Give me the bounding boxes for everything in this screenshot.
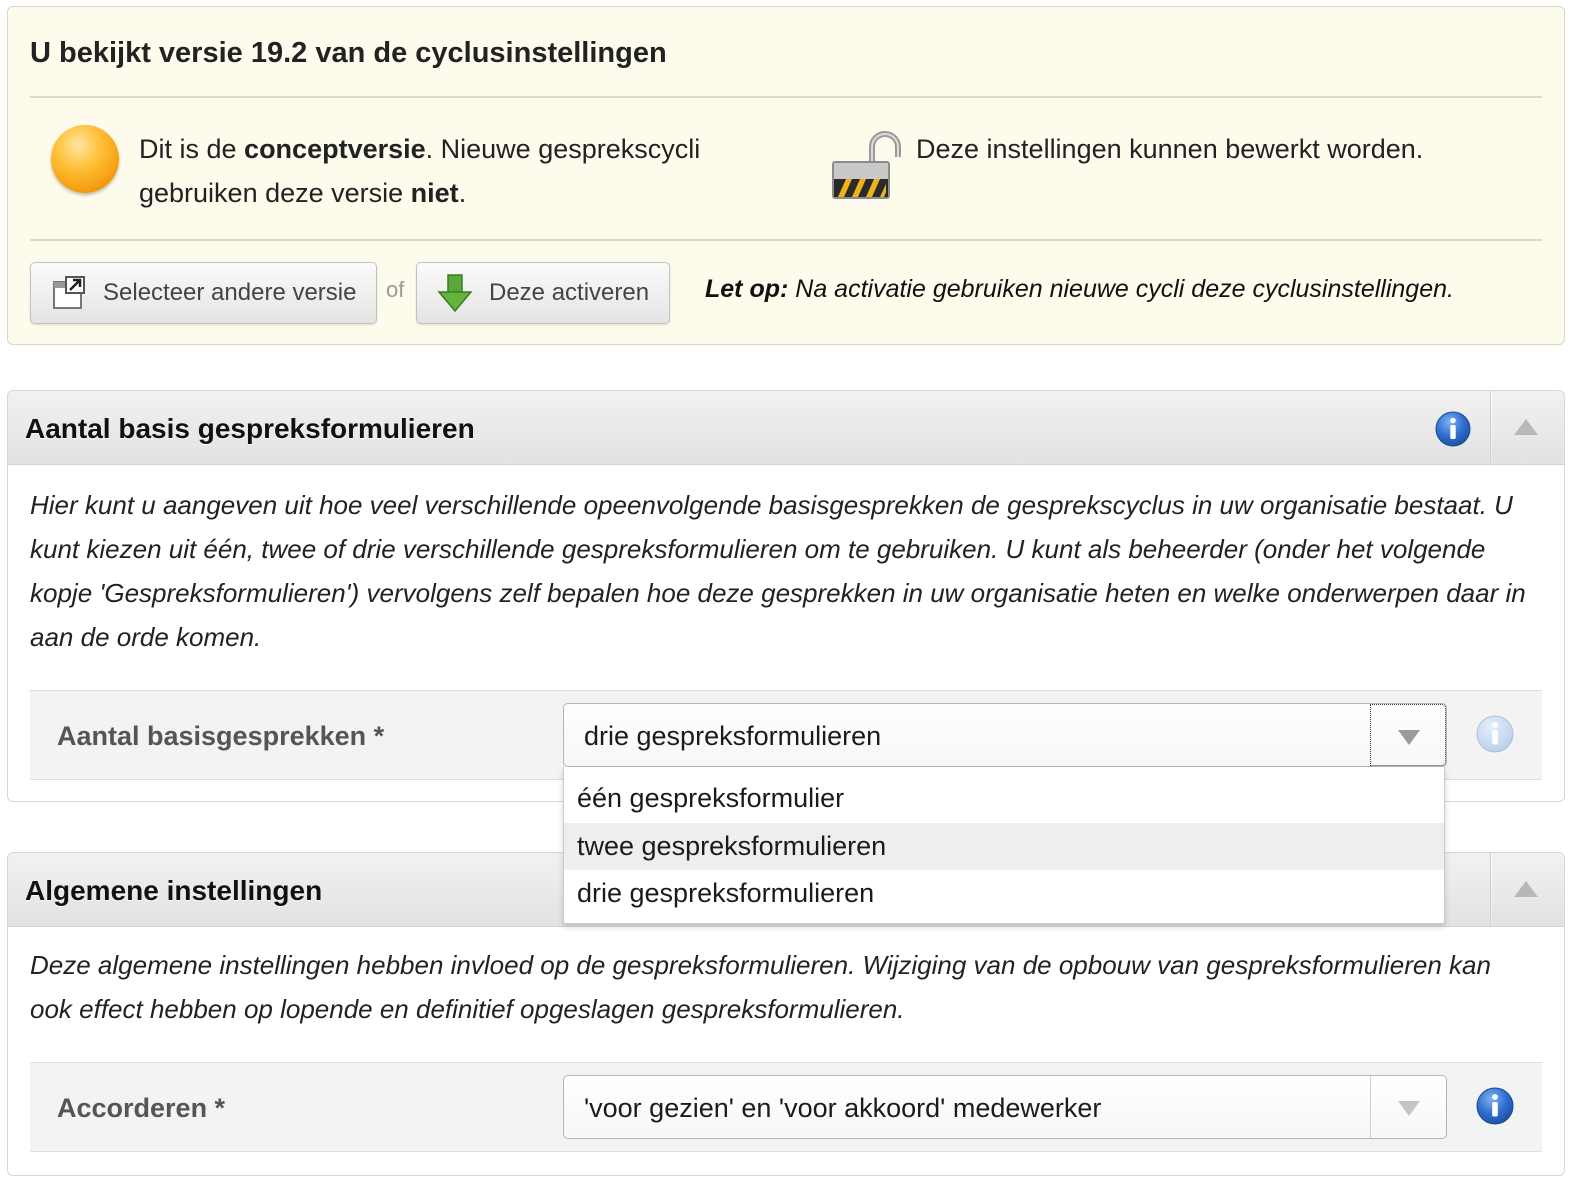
external-window-icon	[49, 273, 89, 313]
edit-status-text: Deze instellingen kunnen bewerkt worden.	[916, 134, 1424, 164]
section-basis-gespreksformulieren	[7, 390, 1565, 802]
section-title: Aantal basis gespreksformulieren	[25, 413, 475, 444]
version-title: U bekijkt versie 19.2 van de cyclusinstellingen	[30, 37, 667, 69]
version-panel	[7, 6, 1565, 345]
concept-status-text: Dit is de conceptversie. Nieuwe gesprekscycli gebruiken deze versie niet.	[139, 134, 701, 208]
dropdown-option[interactable]: twee gespreksformulieren	[564, 823, 1444, 870]
field-label: Aantal basisgesprekken *	[57, 721, 385, 751]
header-separator	[1490, 391, 1492, 465]
chevron-down-icon	[1398, 1101, 1420, 1116]
header-separator	[1490, 853, 1492, 927]
concept-status-icon	[51, 125, 119, 193]
section-description: Deze algemene instellingen hebben invloed op de gespreksformulieren. Wijziging van de opbouw van gespreksformulieren kan ook effect hebben op lopende en definitief opgeslagen gespreksformulieren.	[30, 950, 1491, 1024]
activation-note: Let op: Na activatie gebruiken nieuwe cycli deze cyclusinstellingen.	[705, 275, 1454, 303]
chevron-down-icon	[1398, 730, 1420, 745]
info-icon[interactable]	[1476, 1087, 1514, 1125]
select-value: 'voor gezien' en 'voor akkoord' medewerker	[584, 1093, 1102, 1123]
aantal-basisgesprekken-select[interactable]	[563, 703, 1447, 767]
collapse-arrow-icon[interactable]	[1514, 419, 1538, 435]
dropdown-toggle[interactable]	[1370, 704, 1446, 766]
activate-button[interactable]	[416, 262, 670, 324]
info-icon[interactable]	[1435, 411, 1471, 447]
section-title: Algemene instellingen	[25, 875, 323, 906]
accorderen-select[interactable]	[563, 1075, 1447, 1139]
download-arrow-icon	[435, 273, 475, 313]
collapse-arrow-icon[interactable]	[1514, 881, 1538, 897]
field-row-accorderen	[30, 1062, 1542, 1152]
select-value: drie gespreksformulieren	[584, 721, 882, 751]
divider	[30, 239, 1542, 241]
activate-label: Deze activeren	[489, 279, 650, 306]
section-header	[8, 391, 1564, 465]
dropdown-list	[563, 767, 1445, 924]
dropdown-option[interactable]: drie gespreksformulieren	[577, 878, 875, 908]
info-icon[interactable]	[1476, 715, 1514, 753]
divider	[30, 96, 1542, 98]
select-other-version-button[interactable]	[30, 262, 377, 324]
select-other-version-label: Selecteer andere versie	[103, 279, 357, 306]
section-description: Hier kunt u aangeven uit hoe veel verschillende opeenvolgende basisgesprekken de gesprekscyclus in uw organisatie bestaat. U kunt kiezen uit één, twee of drie verschillende gespreksformulieren om te gebruiken. U kunt als beheerder (onder het volgende kopje 'Gespreksformulieren') vervolgens zelf bepalen hoe deze gesprekken in uw organisatie heten en welke onderwerpen daar in aan de orde komen.	[30, 490, 1526, 652]
dropdown-toggle[interactable]	[1370, 1076, 1446, 1138]
or-text: of	[386, 277, 405, 302]
dropdown-option[interactable]: één gespreksformulier	[577, 783, 845, 813]
field-label: Accorderen *	[57, 1093, 226, 1123]
unlocked-padlock-icon	[828, 127, 906, 203]
